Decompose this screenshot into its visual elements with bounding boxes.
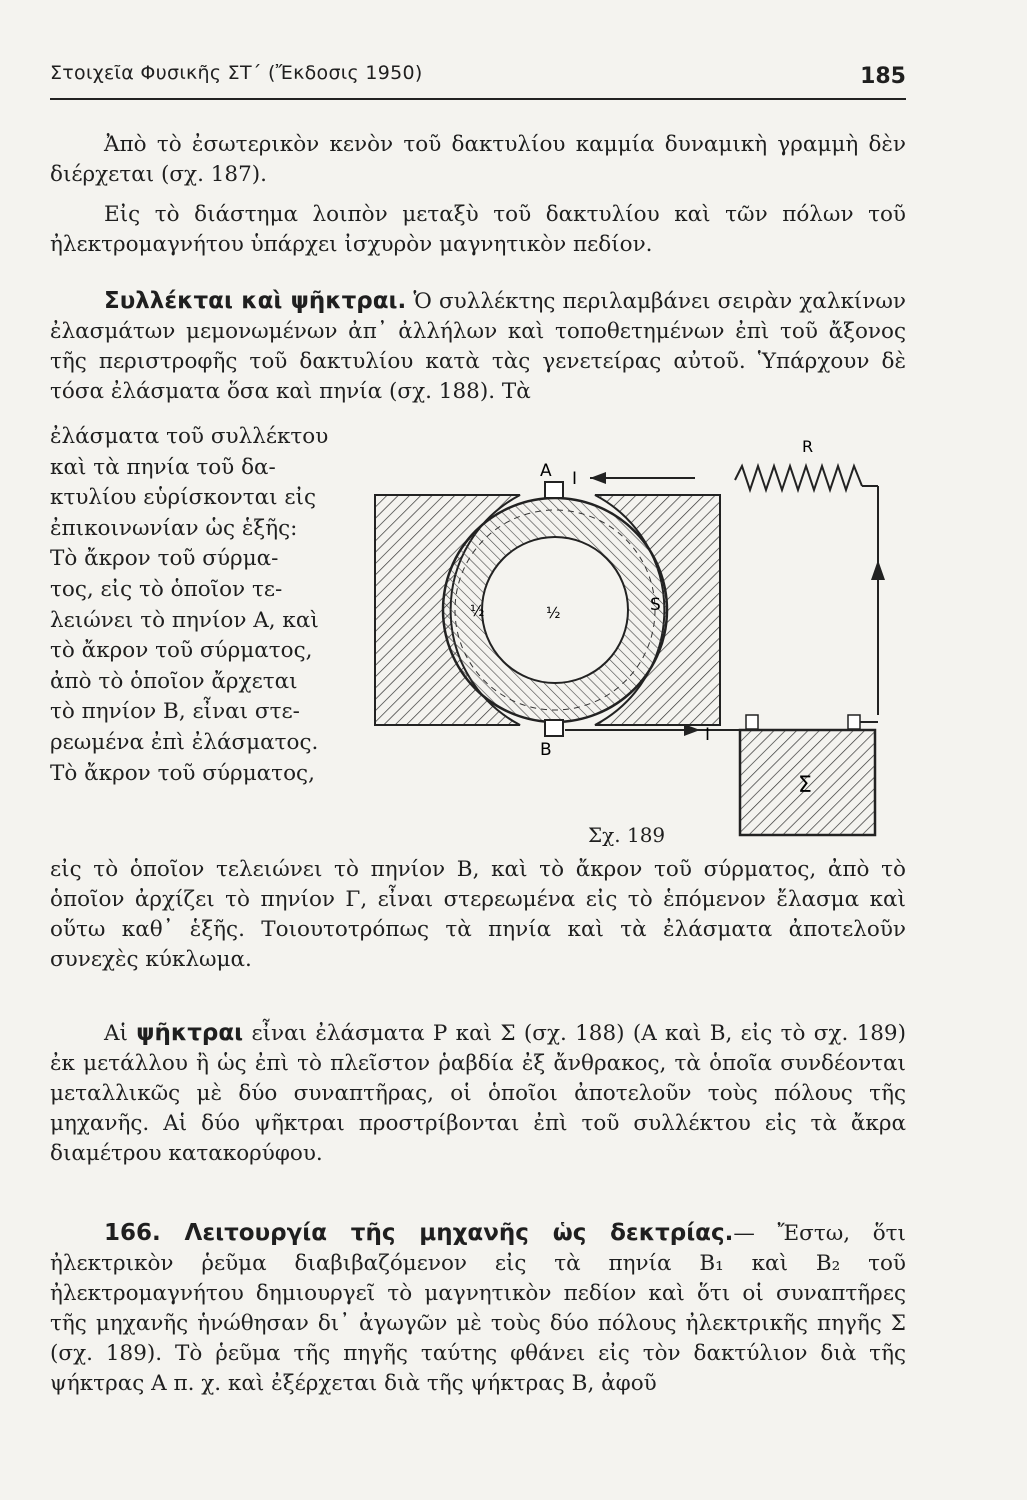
battery-terminal-left <box>746 715 758 729</box>
paragraph-4-text: εἰς τὸ ὁποῖον τελειώνει τὸ πηνίον Β, καὶ τὸ ἄκρον τοῦ σύρματος, ἀπὸ τὸ ὁποῖον ἀρχίζει τὸ πηνίον Γ, εἶναι στερεωμένα εἰς τὸ ἑπόμενον ἔλασμα καὶ οὕτω καθ᾽ ἑξῆς. Τοιουτοτρόπως τὰ πηνία καὶ τὰ ἐλάσματα ἀποτελοῦν συνεχὲς κύκλωμα. <box>50 857 906 972</box>
running-header <box>50 58 906 100</box>
column-line: ἐλάσματα τοῦ συλλέκτου <box>50 424 329 449</box>
label-r: R <box>802 437 814 456</box>
label-sigma: Σ <box>798 773 812 798</box>
brush-b <box>545 720 563 736</box>
paragraph-4 <box>50 855 906 975</box>
column-line: κτυλίου εὑρίσκονται εἰς <box>50 485 316 511</box>
paragraph-5-text-b: εἶναι ἐλάσματα Ρ καὶ Σ (σχ. 188) (Α καὶ Β, εἰς τὸ σχ. 189) ἐκ μετάλλου ἢ ὡς ἐπὶ τὸ πλεῖστον ῥαβδία ἐξ ἄνθρακος, τὰ ὁποῖα συνδέονται μεταλλικῶς μὲ δύο συναπτῆρας, οἱ ὁποῖοι ἀποτελοῦν τοὺς πόλους τῆς μηχανῆς. Αἱ δύο ψῆκτραι προστρίβονται ἐπὶ τοῦ συλλέκτου εἰς τὰ ἄκρα διαμέτρου κατακορύφου. <box>50 1021 906 1166</box>
label-half-center: ½ <box>546 604 561 622</box>
label-i-bottom: I <box>705 725 711 745</box>
label-half-left: ½ <box>470 602 485 620</box>
paragraph-6-text: — Ἔστω, ὅτι ἠλεκτρικὸν ῥεῦμα διαβιβαζόμενον εἰς τὰ πηνία Β₁ καὶ Β₂ τοῦ ἠλεκτρομαγνήτου δημιουργεῖ τὸ μαγνητικὸν πεδίον καὶ ὅτι οἱ συναπτῆρες τῆς μηχανῆς ἡνώθησαν δι᾽ ἀγωγῶν μὲ τοὺς δύο πόλους ἠλεκτρικῆς πηγῆς Σ (σχ. 189). Τὸ ῥεῦμα τῆς πηγῆς ταύτης φθάνει εἰς τὸν δακτύλιον διὰ τῆς ψήκτρας Α π. χ. καὶ ἐξέρχεται διὰ τῆς ψήκτρας Β, ἀφοῦ <box>50 1221 906 1396</box>
battery-terminal-right <box>848 715 860 729</box>
term-brushes: ψῆκτραι <box>136 1020 244 1046</box>
section-heading-collectors: Συλλέκται καὶ ψῆκτραι. <box>104 288 407 314</box>
column-line: ἐπικοινωνίαν ὡς ἑξῆς: <box>50 515 298 541</box>
header-title: Στοιχεῖα Φυσικῆς ΣΤ΄ (Ἔκδοσις 1950) <box>50 62 423 84</box>
current-arrow-top <box>590 472 606 484</box>
paragraph-5 <box>50 1018 906 1169</box>
narrow-column-text <box>50 422 340 789</box>
paragraph-3 <box>50 286 906 407</box>
brush-a <box>545 482 563 498</box>
paragraph-2-text: Εἰς τὸ διάστημα λοιπὸν μεταξὺ τοῦ δακτυλίου καὶ τῶν πόλων τοῦ ἠλεκτρομαγνήτου ὑπάρχει ἰσχυρὸν μαγνητικὸν πεδίον. <box>50 202 906 257</box>
label-i-top: I <box>572 469 578 489</box>
label-b: Β <box>540 740 552 760</box>
figure-caption: Σχ. 189 <box>588 823 666 847</box>
paragraph-2 <box>50 200 906 260</box>
column-line: Τὸ ἄκρον τοῦ σύρμα- <box>50 546 279 572</box>
label-a: Α <box>540 461 552 481</box>
column-line: λειώνει τὸ πηνίον Α, καὶ <box>50 607 319 633</box>
paragraph-1-text: Ἀπὸ τὸ ἐσωτερικὸν κενὸν τοῦ δακτυλίου καμμία δυναμικὴ γραμμὴ δὲν διέρχεται (σχ. 187). <box>50 132 906 187</box>
column-line: ρεωμένα ἐπὶ ἐλάσματος. <box>50 729 319 755</box>
section-heading-166: 166. Λειτουργία τῆς μηχανῆς ὡς δεκτρίας. <box>104 1220 734 1246</box>
column-line: Τὸ ἄκρον τοῦ σύρματος, <box>50 760 315 786</box>
page-number: 185 <box>860 64 906 89</box>
column-line: τος, εἰς τὸ ὁποῖον τε- <box>50 576 283 602</box>
label-s-right: S <box>650 595 661 615</box>
figure-189-diagram <box>350 430 910 850</box>
resistor <box>735 466 862 490</box>
column-line: τὸ ἄκρον τοῦ σύρματος, <box>50 638 313 664</box>
paragraph-5-text-a: Αἱ <box>104 1021 137 1046</box>
paragraph-6 <box>50 1218 906 1399</box>
paragraph-3-text: Ὁ συλλέκτης περιλαμβάνει σειρὰν χαλκίνων ἐλασμάτων μεμονωμένων ἀπ᾽ ἀλλήλων καὶ τοποθετημένων ἐπὶ τοῦ ἄξονος τῆς περιστροφῆς τοῦ δακτυλίου κατὰ τὰς γενετείρας αὐτοῦ. Ὑπάρχουν δὲ τόσα ἐλάσματα ὅσα καὶ πηνία (σχ. 188). Τὰ <box>50 289 906 404</box>
column-line: ἀπὸ τὸ ὁποῖον ἄρχεται <box>50 668 298 694</box>
column-line: καὶ τὰ πηνία τοῦ δα- <box>50 454 276 480</box>
wire-arrow-up <box>871 560 885 580</box>
paragraph-1 <box>50 130 906 190</box>
column-line: τὸ πηνίον Β, εἶναι στε- <box>50 699 300 725</box>
